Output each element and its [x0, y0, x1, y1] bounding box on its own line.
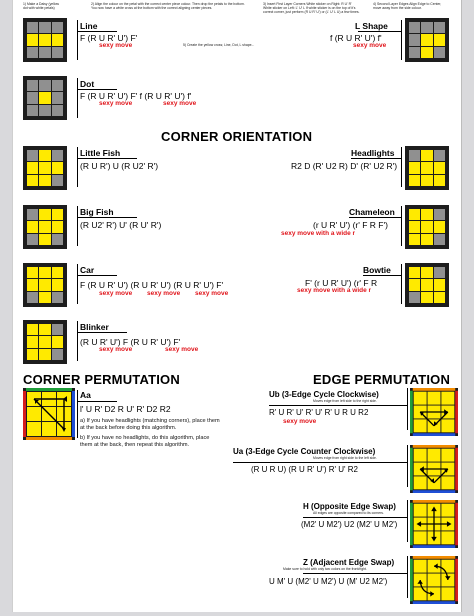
cube-z — [410, 556, 458, 604]
blinker-label: Blinker — [80, 322, 109, 332]
ua-alg: (R U R U) (R U R' U') R' U' R2 — [251, 465, 358, 474]
cube-ub — [410, 388, 458, 436]
car-sexy-move-1: sexy move — [99, 290, 133, 297]
dot-alg: F (R U R' U') F' f (R U R' U') f' — [80, 91, 192, 101]
little-fish-alg: (R U R') U (R U2' R') — [80, 161, 159, 171]
cube-headlights — [405, 146, 449, 190]
blinker-sexy-move-2: sexy move — [165, 346, 199, 353]
h-note: All edges are opposite compared to its corners. — [313, 511, 384, 515]
cube-aa — [23, 388, 75, 440]
car-sexy-move-3: sexy move — [195, 290, 229, 297]
car-alg: F (R U R' U') (R U R' U') (R U R' U') F' — [80, 280, 224, 290]
cube-big-fish — [23, 205, 67, 249]
cube-ua — [410, 445, 458, 493]
corner-orientation-title: CORNER ORIENTATION — [161, 129, 313, 144]
ua-note: Moves edge from right side to the left side. — [313, 456, 377, 460]
dot-sexy-move-1: sexy move — [99, 100, 133, 107]
dot-label: Dot — [80, 79, 95, 89]
chameleon-alg: (r U R' U') (r' F R F') — [313, 220, 388, 230]
chameleon-sub: sexy move with a wide r — [281, 230, 356, 237]
bowtie-sub: sexy move with a wide r — [297, 287, 372, 294]
headlights-label: Headlights — [351, 148, 395, 158]
big-fish-label: Big Fish — [80, 207, 114, 217]
cube-dot — [23, 76, 67, 120]
l-shape-alg: f (R U R' U') f' — [330, 33, 382, 43]
l-shape-label: L Shape — [355, 21, 388, 31]
blinker-sexy-move-1: sexy move — [99, 346, 133, 353]
step-4-text: 4) Second Layer Edges Align Edge to Center, move away from the side colour. — [373, 2, 442, 10]
cube-l-shape — [405, 18, 449, 62]
step-1-text: 1) Make a Daisy (yellow dot with white petals) — [23, 2, 59, 10]
aa-alg: l' U R' D2 R U' R' D2 R2 — [80, 404, 171, 414]
dot-sexy-move-2: sexy move — [163, 100, 197, 107]
corner-permutation-title: CORNER PERMUTATION — [23, 372, 180, 387]
cube-line — [23, 18, 67, 62]
headlights-alg: R2 D (R' U2 R) D' (R' U2 R') — [291, 161, 398, 171]
cube-little-fish — [23, 146, 67, 190]
chameleon-label: Chameleon — [349, 207, 395, 217]
bowtie-alg: F' (r U R' U') (r' F R — [305, 278, 378, 288]
edge-permutation-title: EDGE PERMUTATION — [313, 372, 451, 387]
z-note: Make sure to hold with only two colors on the front/right. — [283, 567, 367, 571]
ub-alg: R' U R' U' R' U' R' U R U R2 — [269, 408, 369, 417]
line-alg: F (R U R' U') F' — [80, 33, 138, 43]
ub-sexy-move: sexy move — [283, 418, 317, 425]
l-shape-sexy-move: sexy move — [353, 42, 387, 49]
big-fish-alg: (R U2' R') U' (R U' R') — [80, 220, 162, 230]
ub-note: Moves edge from left side to the right side. — [313, 399, 377, 403]
car-label: Car — [80, 265, 95, 275]
cheat-sheet — [12, 0, 462, 612]
z-alg: U M' U (M2' U M2') U (M' U2 M2') — [269, 577, 388, 586]
cube-h — [410, 500, 458, 548]
cube-bowtie — [405, 263, 449, 307]
cube-car — [23, 263, 67, 307]
ub-label: Ub (3-Edge Cycle Clockwise) — [269, 390, 379, 399]
aa-note-a: a) If you have headlights (matching corners), place them at the back before doing this algorithm. — [80, 418, 220, 431]
aa-label: Aa — [80, 390, 91, 400]
h-label: H (Opposite Edge Swap) — [303, 502, 396, 511]
line-sexy-move: sexy move — [99, 42, 133, 49]
step-5-text: 5) Create the yellow cross; Line, Dot, L shape... — [183, 43, 255, 47]
little-fish-label: Little Fish — [80, 148, 121, 158]
aa-note-b: b) If you have no headlights, do this algorithm, place them at the back, then repeat this algorithm. — [80, 435, 210, 448]
cube-blinker — [23, 320, 67, 364]
ua-label: Ua (3-Edge Cycle Counter Clockwise) — [233, 447, 376, 456]
blinker-alg: (R U R' U') F (R U R' U') F' — [80, 337, 181, 347]
line-label: Line — [80, 21, 98, 31]
car-sexy-move-2: sexy move — [147, 290, 181, 297]
bowtie-label: Bowtie — [363, 265, 391, 275]
cube-chameleon — [405, 205, 449, 249]
h-alg: (M2' U M2') U2 (M2' U M2') — [301, 520, 398, 529]
z-label: Z (Adjacent Edge Swap) — [303, 558, 395, 567]
step-2-text: 2) Align the colour on the petal with the correct center piece colour. Then drop the petals to the bottom. You now have a white cross at the bottom with the correct aligning center pieces. — [91, 2, 245, 10]
step-3-text: 3) Insert First Layer Corners White sticker on Right: R U' R' White sticker on Left: L' U' L If white sticker is on the top of it's correct corner, just perform (R U R' U') or (L' U' L U) a few times. — [263, 2, 360, 14]
